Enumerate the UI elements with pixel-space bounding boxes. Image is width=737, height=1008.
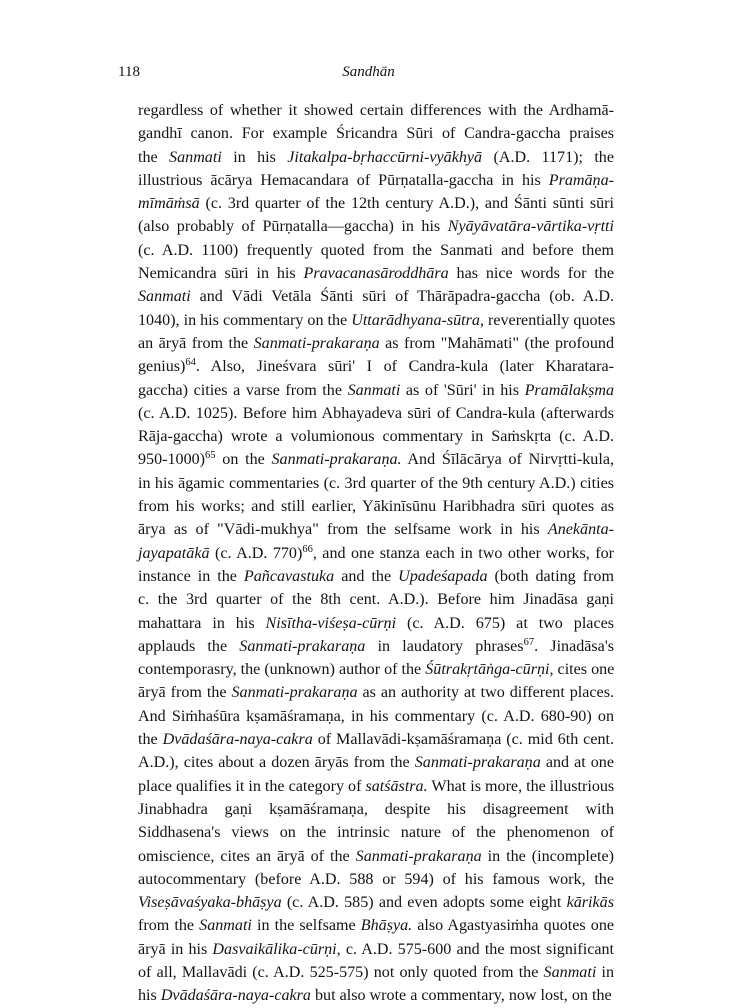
text-run: applauds the [138,637,240,655]
text-run: and Vādi Vetāla Śānti sūri of Thārāpadra-gaccha (ob. A.D. [190,288,614,306]
text-run: of all, Mallavādi (c. A.D. 525-575) not only quoted from the [138,963,544,981]
text-line [138,285,614,308]
text-run: of Mallavādi-kṣamāśramaṇa (c. mid 6th cent. [312,731,615,749]
italic-text: Sanmati-prakaraṇa [231,684,358,702]
italic-text: Anekānta- [547,521,614,539]
text-run: in laudatory phrases [365,637,524,655]
text-line [138,658,614,681]
page-header [118,64,619,86]
text-line [138,565,614,588]
text-run: and the [334,567,399,585]
text-run: as from "Mahāmati" (the profound [379,334,614,352]
italic-text: Uttarādhyana-sūtra, [351,311,484,329]
text-run: as of 'Sūri' in his [400,381,525,399]
text-line [138,914,614,937]
text-run: illustrious ācārya Hemacandara of Pūrṇatalla-gaccha in his [138,171,549,189]
text-run: 1040), in his commentary on the [138,311,352,329]
text-run: And Śīlācārya of Nirvṛtti-kula, [401,451,614,469]
italic-text: mīmāṁsā [138,195,200,213]
text-line [138,775,614,798]
text-run: Nemicandra sūri in his [138,265,304,283]
text-run: mahattara in his [138,614,266,632]
text-run: cites one [553,661,615,679]
text-run: . Jinadāsa's [534,637,614,655]
text-run: ārya as of "Vādi-mukhya" from the selfsame work in his [138,521,548,539]
text-run: an āryā from the [138,334,254,352]
text-run: āryā from the [138,684,232,702]
text-line [138,332,614,355]
text-run: from the [138,917,200,935]
text-run: Jinabhadra gaṇi kṣamāśramaṇa, despite his disagreement with [138,800,614,818]
text-line [138,262,614,285]
italic-text: Nisītha-viśeṣa-cūrṇi [265,614,397,632]
text-line [138,239,614,262]
text-line [138,821,614,844]
text-run: and at one [540,754,614,772]
text-line [138,612,614,635]
text-run: . Also, Jineśvara sūri' I of Candra-kula (later Kharatara- [195,358,614,376]
text-run: (c. A.D. 1100) frequently quoted from the Sanmati and before them [138,241,614,259]
text-line [138,379,614,402]
text-run: also Agastyasiṁha quotes one [412,917,615,935]
italic-text: Sanmati-prakaraṇa. [271,451,402,469]
text-run: c. A.D. 575-600 and the most significant [340,940,614,958]
text-run: āryā in his [138,940,213,958]
italic-text: Bhāṣya. [360,917,413,935]
footnote-marker: 64 [185,357,196,369]
footnote-marker: 67 [523,636,535,648]
italic-text: Sanmati [138,288,191,306]
text-run: the [138,731,163,749]
text-line [138,938,614,961]
text-line [138,798,614,821]
italic-text: Sanmati-prakaraṇa [414,754,541,772]
text-run: in his [221,148,288,166]
italic-text: Sanmati [169,148,222,166]
italic-text: Śūtrakṛtāṅga-cūrṇi, [425,661,554,679]
text-run: in his āgamic commentaries (c. 3rd quarter of the 9th century A.D.) cities [138,474,614,492]
text-run: gandhī canon. For example Śricandra Sūri of Candra-gaccha praises [138,125,614,143]
footnote-marker: 65 [205,450,216,462]
text-run: in the (incomplete) [481,847,614,865]
text-run: (also probably of Pūrṇatalla—gaccha) in his [138,218,448,236]
text-run: the [138,148,170,166]
italic-text: Sanmati [543,963,597,981]
text-line [138,635,614,658]
text-line [138,425,614,448]
italic-text: satśāstra. [365,777,428,795]
footnote-marker: 66 [302,543,313,555]
text-line [138,448,614,471]
text-run: in the selfsame [251,917,361,935]
text-run: A.D.), cites about a dozen āryās from the [138,754,415,772]
text-run: Siddhasena's views on the intrinsic nature of the phenomenon of [138,824,614,842]
text-run: (A.D. 1171); the [482,148,614,166]
text-line [138,845,614,868]
italic-text: Dvādaśāra-naya-cakra [162,731,313,749]
text-run: contemporasry, the (unknown) author of the [138,661,426,679]
page-number: 118 [118,64,140,80]
text-run: 950-1000) [138,451,206,469]
italic-text: Pramālakṣma [524,381,614,399]
text-run: place qualifies it in the category of [138,777,366,795]
text-run: (c. A.D. 770) [209,544,303,562]
text-run: has nice words for the [448,265,615,283]
text-line [138,542,614,565]
italic-text: Dvādaśāra-naya-cakra [160,987,311,1005]
italic-text: Nyāyāvatāra-vārtika-vṛtti [447,218,614,236]
text-line [138,681,614,704]
text-line [138,169,614,192]
text-line [138,518,614,541]
text-run: (c. A.D. 1025). Before him Abhayadeva sūri of Candra-kula (afterwards [138,404,614,422]
text-run: , and one stanza each in two other works, for [312,544,615,562]
text-run: (c. A.D. 585) and even adopts some eight [281,894,567,912]
text-line [138,99,614,122]
text-line [138,402,614,425]
text-run: from his works; and still earlier, Yākinīsūnu Haribhadra sūri quotes as [138,498,614,516]
italic-text: Jitakalpa-bṛhaccūrni-vyākhyā [287,148,483,166]
italic-text: Pañcavastuka [243,567,335,585]
italic-text: Viseṣāvaśyaka-bhāṣya [138,894,282,912]
italic-text: Sanmati-prakaraṇa [253,334,380,352]
text-line [138,588,614,611]
italic-text: Dasvaikālika-cūrṇi, [212,940,341,958]
text-run: And Siṁhaśūra kṣamāśramaṇa, in his commentary (c. A.D. 680-90) on [138,707,614,725]
italic-text: Pravacanasāroddhāra [303,265,449,283]
text-run: (both dating from [487,567,614,585]
italic-text: jayapatākā [138,544,210,562]
text-run: (c. A.D. 675) at two places [396,614,614,632]
text-run: on the [215,451,272,469]
text-run: regardless of whether it showed certain differences with the Ardhamā- [138,102,614,119]
text-run: Rāja-gaccha) wrote a volumionous commentary in Saṁskṛta (c. A.D. [138,428,614,446]
text-run: reverentially quotes [483,311,616,329]
text-line [138,495,614,518]
text-run: (c. 3rd quarter of the 12th century A.D.), and Śānti sūnti sūri [199,195,614,213]
text-run: genius) [138,358,186,376]
text-line [138,868,614,891]
text-line [138,309,614,332]
italic-text: Upadeśapada [398,567,488,585]
running-title: Sandhān [342,64,395,80]
text-run: gaccha) cities a varse from the [138,381,348,399]
text-line [138,122,614,145]
text-run: autocommentary (before A.D. 588 or 594) of his famous work, the [138,870,614,888]
text-line [138,705,614,728]
italic-text: Sanmati-prakaraṇa [355,847,482,865]
text-line [138,146,614,169]
text-run: What is more, the illustrious [427,777,615,795]
text-run: instance in the [138,567,244,585]
text-line [138,192,614,215]
text-line [138,728,614,751]
text-run: as an authority at two different places. [357,684,614,702]
italic-text: Sanmati [199,917,252,935]
text-run: his [138,987,161,1005]
text-line [138,961,614,984]
text-line [138,215,614,238]
text-line [138,355,614,378]
body-paragraph [138,99,614,1008]
text-run: but also wrote a commentary, now lost, on the [310,987,612,1005]
italic-text: Pramāṇa- [548,171,614,189]
text-run: in [596,963,615,981]
italic-text: Sanmati [347,381,401,399]
text-line [138,472,614,495]
text-run: c. the 3rd quarter of the 8th cent. A.D.). Before him Jinadāsa gaṇi [138,591,614,609]
text-run: omiscience, cites an āryā of the [138,847,356,865]
italic-text: kārikās [566,894,614,912]
text-line [138,984,614,1007]
text-line [138,751,614,774]
text-line [138,891,614,914]
italic-text: Sanmati-prakaraṇa [239,637,366,655]
